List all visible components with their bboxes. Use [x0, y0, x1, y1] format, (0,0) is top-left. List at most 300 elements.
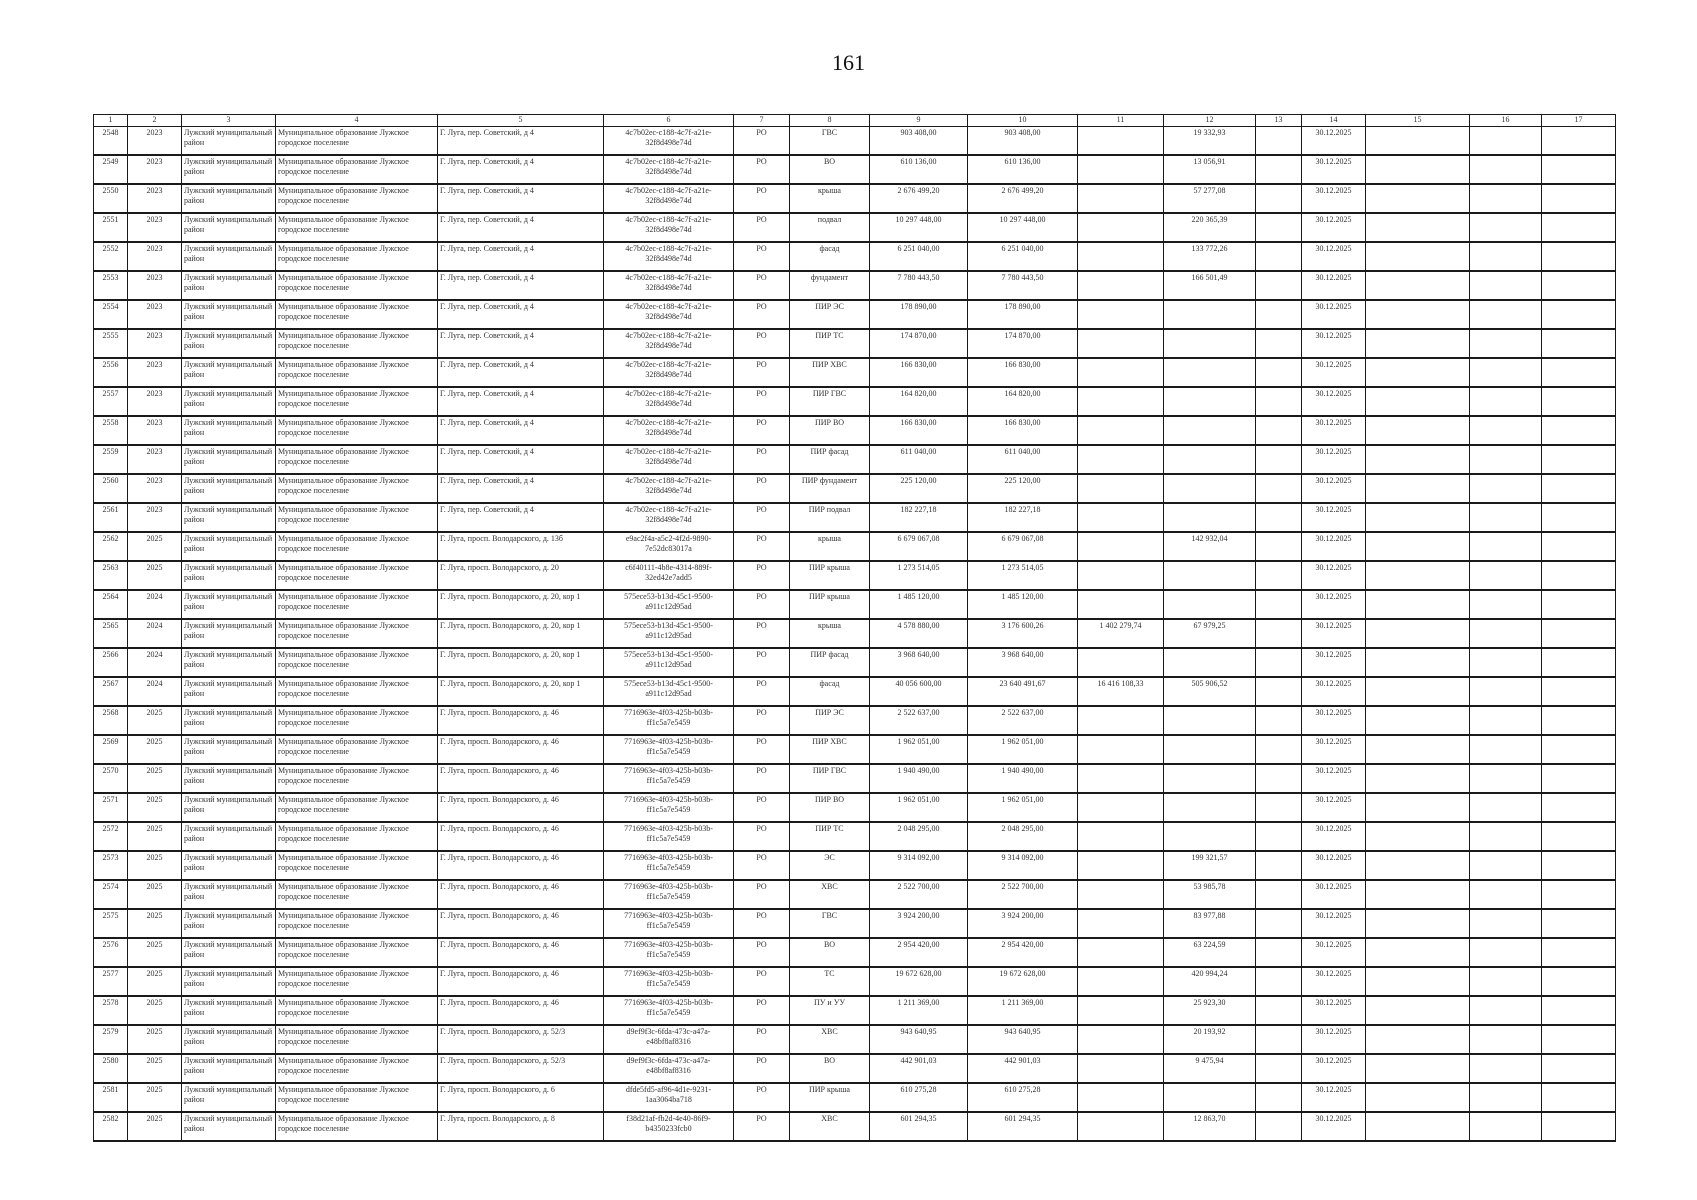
row-number-cell: 2571: [94, 793, 128, 822]
row-number-cell: 2563: [94, 561, 128, 590]
cost-col11-cell: [1078, 184, 1164, 213]
col17-cell: [1542, 1025, 1616, 1054]
guid-cell: 4c7b02ec-c188-4c7f-a21e-32f8d498e74d: [604, 445, 734, 474]
district-cell: Лужский муниципальный район: [182, 271, 276, 300]
col13-cell: [1256, 474, 1302, 503]
district-cell: Лужский муниципальный район: [182, 155, 276, 184]
municipality-cell: Муниципальное образование Лужское городское поселение: [276, 242, 438, 271]
guid-cell: 575ece53-b13d-45c1-9500-a911c12d95ad: [604, 648, 734, 677]
type-cell: РО: [734, 416, 790, 445]
col13-cell: [1256, 329, 1302, 358]
address-cell: Г. Луга, просп. Володарского, д. 8: [438, 1112, 604, 1141]
type-cell: РО: [734, 184, 790, 213]
district-cell: Лужский муниципальный район: [182, 474, 276, 503]
address-cell: Г. Луга, пер. Советский, д 4: [438, 127, 604, 156]
col16-cell: [1470, 271, 1542, 300]
municipality-cell: Муниципальное образование Лужское городское поселение: [276, 996, 438, 1025]
date-cell: 30.12.2025: [1302, 532, 1366, 561]
work-type-cell: ПИР фасад: [790, 648, 870, 677]
col13-cell: [1256, 1054, 1302, 1083]
total-cost-cell: 610 275,28: [870, 1083, 968, 1112]
col16-cell: [1470, 387, 1542, 416]
col16-cell: [1470, 619, 1542, 648]
cost-col10-cell: 182 227,18: [968, 503, 1078, 532]
guid-cell: 7716963e-4f03-425b-b03b-ff1c5a7e5459: [604, 909, 734, 938]
type-cell: РО: [734, 387, 790, 416]
district-cell: Лужский муниципальный район: [182, 503, 276, 532]
cost-col12-cell: 505 906,52: [1164, 677, 1256, 706]
guid-cell: 7716963e-4f03-425b-b03b-ff1c5a7e5459: [604, 764, 734, 793]
date-cell: 30.12.2025: [1302, 706, 1366, 735]
year-cell: 2025: [128, 561, 182, 590]
address-cell: Г. Луга, просп. Володарского, д. 52/3: [438, 1025, 604, 1054]
col17-cell: [1542, 387, 1616, 416]
type-cell: РО: [734, 851, 790, 880]
cost-col12-cell: 420 994,24: [1164, 967, 1256, 996]
table-row: [94, 300, 1616, 329]
column-header-9: 9: [870, 115, 968, 127]
year-cell: 2023: [128, 503, 182, 532]
date-cell: 30.12.2025: [1302, 155, 1366, 184]
col13-cell: [1256, 648, 1302, 677]
row-number-cell: 2562: [94, 532, 128, 561]
date-cell: 30.12.2025: [1302, 329, 1366, 358]
table-row: [94, 677, 1616, 706]
cost-col12-cell: [1164, 300, 1256, 329]
date-cell: 30.12.2025: [1302, 677, 1366, 706]
table-row: [94, 242, 1616, 271]
address-cell: Г. Луга, просп. Володарского, д. 46: [438, 880, 604, 909]
col16-cell: [1470, 532, 1542, 561]
total-cost-cell: 164 820,00: [870, 387, 968, 416]
column-header-1: 1: [94, 115, 128, 127]
district-cell: Лужский муниципальный район: [182, 445, 276, 474]
cost-col12-cell: [1164, 590, 1256, 619]
col17-cell: [1542, 996, 1616, 1025]
year-cell: 2023: [128, 358, 182, 387]
guid-cell: 7716963e-4f03-425b-b03b-ff1c5a7e5459: [604, 793, 734, 822]
address-cell: Г. Луга, пер. Советский, д 4: [438, 503, 604, 532]
municipality-cell: Муниципальное образование Лужское городское поселение: [276, 532, 438, 561]
date-cell: 30.12.2025: [1302, 127, 1366, 156]
year-cell: 2023: [128, 213, 182, 242]
cost-col11-cell: [1078, 213, 1164, 242]
work-type-cell: ПИР ВО: [790, 793, 870, 822]
address-cell: Г. Луга, пер. Советский, д 4: [438, 416, 604, 445]
municipality-cell: Муниципальное образование Лужское городское поселение: [276, 155, 438, 184]
col13-cell: [1256, 793, 1302, 822]
cost-col11-cell: [1078, 967, 1164, 996]
col16-cell: [1470, 561, 1542, 590]
total-cost-cell: 610 136,00: [870, 155, 968, 184]
work-type-cell: ГВС: [790, 909, 870, 938]
col15-cell: [1366, 735, 1470, 764]
row-number-cell: 2582: [94, 1112, 128, 1141]
col13-cell: [1256, 271, 1302, 300]
year-cell: 2025: [128, 1025, 182, 1054]
address-cell: Г. Луга, просп. Володарского, д. 20, кор 1: [438, 590, 604, 619]
col15-cell: [1366, 242, 1470, 271]
guid-cell: 4c7b02ec-c188-4c7f-a21e-32f8d498e74d: [604, 242, 734, 271]
header-row: [94, 115, 1616, 127]
col17-cell: [1542, 561, 1616, 590]
date-cell: 30.12.2025: [1302, 474, 1366, 503]
guid-cell: 7716963e-4f03-425b-b03b-ff1c5a7e5459: [604, 967, 734, 996]
row-number-cell: 2551: [94, 213, 128, 242]
guid-cell: 575ece53-b13d-45c1-9500-a911c12d95ad: [604, 677, 734, 706]
column-header-15: 15: [1366, 115, 1470, 127]
date-cell: 30.12.2025: [1302, 1054, 1366, 1083]
cost-col11-cell: [1078, 387, 1164, 416]
type-cell: РО: [734, 532, 790, 561]
year-cell: 2025: [128, 706, 182, 735]
municipality-cell: Муниципальное образование Лужское городское поселение: [276, 1112, 438, 1141]
year-cell: 2025: [128, 735, 182, 764]
cost-col12-cell: 19 332,93: [1164, 127, 1256, 156]
type-cell: РО: [734, 561, 790, 590]
guid-cell: 4c7b02ec-c188-4c7f-a21e-32f8d498e74d: [604, 329, 734, 358]
col16-cell: [1470, 300, 1542, 329]
cost-col10-cell: 6 679 067,08: [968, 532, 1078, 561]
col13-cell: [1256, 677, 1302, 706]
col17-cell: [1542, 1054, 1616, 1083]
municipality-cell: Муниципальное образование Лужское городское поселение: [276, 503, 438, 532]
address-cell: Г. Луга, просп. Володарского, д. 20, кор 1: [438, 619, 604, 648]
total-cost-cell: 166 830,00: [870, 416, 968, 445]
col13-cell: [1256, 300, 1302, 329]
cost-col11-cell: [1078, 300, 1164, 329]
cost-col11-cell: [1078, 532, 1164, 561]
col13-cell: [1256, 242, 1302, 271]
municipality-cell: Муниципальное образование Лужское городское поселение: [276, 677, 438, 706]
guid-cell: 575ece53-b13d-45c1-9500-a911c12d95ad: [604, 590, 734, 619]
col13-cell: [1256, 822, 1302, 851]
type-cell: РО: [734, 909, 790, 938]
cost-col10-cell: 1 962 051,00: [968, 793, 1078, 822]
address-cell: Г. Луга, просп. Володарского, д. 6: [438, 1083, 604, 1112]
cost-col10-cell: 943 640,95: [968, 1025, 1078, 1054]
date-cell: 30.12.2025: [1302, 358, 1366, 387]
year-cell: 2023: [128, 387, 182, 416]
table-row: [94, 532, 1616, 561]
date-cell: 30.12.2025: [1302, 822, 1366, 851]
type-cell: РО: [734, 967, 790, 996]
table-header: [94, 115, 1616, 127]
cost-col10-cell: 2 522 637,00: [968, 706, 1078, 735]
cost-col10-cell: 3 176 600,26: [968, 619, 1078, 648]
col17-cell: [1542, 213, 1616, 242]
col15-cell: [1366, 300, 1470, 329]
cost-col12-cell: 53 985,78: [1164, 880, 1256, 909]
table-row: [94, 735, 1616, 764]
guid-cell: 7716963e-4f03-425b-b03b-ff1c5a7e5459: [604, 822, 734, 851]
type-cell: РО: [734, 793, 790, 822]
municipality-cell: Муниципальное образование Лужское городское поселение: [276, 1054, 438, 1083]
date-cell: 30.12.2025: [1302, 996, 1366, 1025]
address-cell: Г. Луга, пер. Советский, д 4: [438, 387, 604, 416]
total-cost-cell: 6 251 040,00: [870, 242, 968, 271]
date-cell: 30.12.2025: [1302, 619, 1366, 648]
row-number-cell: 2581: [94, 1083, 128, 1112]
col17-cell: [1542, 909, 1616, 938]
col17-cell: [1542, 184, 1616, 213]
col16-cell: [1470, 155, 1542, 184]
col13-cell: [1256, 532, 1302, 561]
district-cell: Лужский муниципальный район: [182, 619, 276, 648]
work-type-cell: ПИР ХВС: [790, 735, 870, 764]
col15-cell: [1366, 648, 1470, 677]
year-cell: 2025: [128, 532, 182, 561]
guid-cell: 4c7b02ec-c188-4c7f-a21e-32f8d498e74d: [604, 474, 734, 503]
col16-cell: [1470, 329, 1542, 358]
date-cell: 30.12.2025: [1302, 648, 1366, 677]
cost-col11-cell: [1078, 735, 1164, 764]
table-row: [94, 1025, 1616, 1054]
cost-col11-cell: 16 416 108,33: [1078, 677, 1164, 706]
table-row: [94, 503, 1616, 532]
district-cell: Лужский муниципальный район: [182, 329, 276, 358]
type-cell: РО: [734, 590, 790, 619]
date-cell: 30.12.2025: [1302, 416, 1366, 445]
municipality-cell: Муниципальное образование Лужское городское поселение: [276, 184, 438, 213]
cost-col12-cell: 25 923,30: [1164, 996, 1256, 1025]
col13-cell: [1256, 764, 1302, 793]
address-cell: Г. Луга, пер. Советский, д 4: [438, 155, 604, 184]
col13-cell: [1256, 1083, 1302, 1112]
district-cell: Лужский муниципальный район: [182, 300, 276, 329]
district-cell: Лужский муниципальный район: [182, 880, 276, 909]
col15-cell: [1366, 967, 1470, 996]
district-cell: Лужский муниципальный район: [182, 648, 276, 677]
guid-cell: 4c7b02ec-c188-4c7f-a21e-32f8d498e74d: [604, 213, 734, 242]
table-row: [94, 213, 1616, 242]
district-cell: Лужский муниципальный район: [182, 1083, 276, 1112]
cost-col12-cell: 220 365,39: [1164, 213, 1256, 242]
row-number-cell: 2578: [94, 996, 128, 1025]
col16-cell: [1470, 764, 1542, 793]
cost-col11-cell: [1078, 358, 1164, 387]
cost-col10-cell: 164 820,00: [968, 387, 1078, 416]
guid-cell: 7716963e-4f03-425b-b03b-ff1c5a7e5459: [604, 938, 734, 967]
col16-cell: [1470, 1112, 1542, 1141]
district-cell: Лужский муниципальный район: [182, 127, 276, 156]
column-header-3: 3: [182, 115, 276, 127]
year-cell: 2025: [128, 967, 182, 996]
col13-cell: [1256, 184, 1302, 213]
guid-cell: 7716963e-4f03-425b-b03b-ff1c5a7e5459: [604, 851, 734, 880]
work-type-cell: ПИР подвал: [790, 503, 870, 532]
cost-col10-cell: 2 676 499,20: [968, 184, 1078, 213]
col13-cell: [1256, 706, 1302, 735]
total-cost-cell: 1 273 514,05: [870, 561, 968, 590]
work-type-cell: ЭС: [790, 851, 870, 880]
col16-cell: [1470, 677, 1542, 706]
cost-col11-cell: [1078, 329, 1164, 358]
type-cell: РО: [734, 764, 790, 793]
address-cell: Г. Луга, просп. Володарского, д. 46: [438, 764, 604, 793]
cost-col11-cell: [1078, 590, 1164, 619]
address-cell: Г. Луга, пер. Советский, д 4: [438, 474, 604, 503]
col16-cell: [1470, 127, 1542, 156]
cost-col10-cell: 3 968 640,00: [968, 648, 1078, 677]
municipality-cell: Муниципальное образование Лужское городское поселение: [276, 358, 438, 387]
total-cost-cell: 601 294,35: [870, 1112, 968, 1141]
table-row: [94, 793, 1616, 822]
type-cell: РО: [734, 996, 790, 1025]
guid-cell: 575ece53-b13d-45c1-9500-a911c12d95ad: [604, 619, 734, 648]
cost-col10-cell: 1 940 490,00: [968, 764, 1078, 793]
type-cell: РО: [734, 1025, 790, 1054]
col16-cell: [1470, 590, 1542, 619]
col13-cell: [1256, 909, 1302, 938]
cost-col11-cell: [1078, 851, 1164, 880]
col17-cell: [1542, 793, 1616, 822]
date-cell: 30.12.2025: [1302, 938, 1366, 967]
col16-cell: [1470, 416, 1542, 445]
total-cost-cell: 178 890,00: [870, 300, 968, 329]
col15-cell: [1366, 938, 1470, 967]
work-type-cell: крыша: [790, 619, 870, 648]
col17-cell: [1542, 503, 1616, 532]
district-cell: Лужский муниципальный район: [182, 909, 276, 938]
cost-col10-cell: 1 211 369,00: [968, 996, 1078, 1025]
cost-col11-cell: [1078, 1083, 1164, 1112]
work-type-cell: фасад: [790, 677, 870, 706]
col13-cell: [1256, 735, 1302, 764]
total-cost-cell: 174 870,00: [870, 329, 968, 358]
year-cell: 2023: [128, 445, 182, 474]
total-cost-cell: 2 954 420,00: [870, 938, 968, 967]
col16-cell: [1470, 1025, 1542, 1054]
guid-cell: 4c7b02ec-c188-4c7f-a21e-32f8d498e74d: [604, 184, 734, 213]
row-number-cell: 2569: [94, 735, 128, 764]
cost-col12-cell: [1164, 503, 1256, 532]
cost-col12-cell: 9 475,94: [1164, 1054, 1256, 1083]
cost-col10-cell: 9 314 092,00: [968, 851, 1078, 880]
cost-col10-cell: 19 672 628,00: [968, 967, 1078, 996]
table-row: [94, 967, 1616, 996]
work-type-cell: ГВС: [790, 127, 870, 156]
total-cost-cell: 225 120,00: [870, 474, 968, 503]
col16-cell: [1470, 793, 1542, 822]
cost-col11-cell: [1078, 503, 1164, 532]
guid-cell: 4c7b02ec-c188-4c7f-a21e-32f8d498e74d: [604, 503, 734, 532]
district-cell: Лужский муниципальный район: [182, 938, 276, 967]
col16-cell: [1470, 358, 1542, 387]
year-cell: 2023: [128, 416, 182, 445]
table-row: [94, 619, 1616, 648]
column-header-10: 10: [968, 115, 1078, 127]
col17-cell: [1542, 706, 1616, 735]
col17-cell: [1542, 358, 1616, 387]
row-number-cell: 2565: [94, 619, 128, 648]
total-cost-cell: 1 211 369,00: [870, 996, 968, 1025]
district-cell: Лужский муниципальный район: [182, 213, 276, 242]
cost-col10-cell: 3 924 200,00: [968, 909, 1078, 938]
table-row: [94, 329, 1616, 358]
guid-cell: 4c7b02ec-c188-4c7f-a21e-32f8d498e74d: [604, 387, 734, 416]
municipality-cell: Муниципальное образование Лужское городское поселение: [276, 1083, 438, 1112]
cost-col12-cell: 199 321,57: [1164, 851, 1256, 880]
col15-cell: [1366, 184, 1470, 213]
col13-cell: [1256, 358, 1302, 387]
col17-cell: [1542, 127, 1616, 156]
col16-cell: [1470, 735, 1542, 764]
row-number-cell: 2572: [94, 822, 128, 851]
table-row: [94, 271, 1616, 300]
year-cell: 2025: [128, 909, 182, 938]
guid-cell: 4c7b02ec-c188-4c7f-a21e-32f8d498e74d: [604, 416, 734, 445]
date-cell: 30.12.2025: [1302, 764, 1366, 793]
municipality-cell: Муниципальное образование Лужское городское поселение: [276, 648, 438, 677]
row-number-cell: 2566: [94, 648, 128, 677]
row-number-cell: 2567: [94, 677, 128, 706]
col15-cell: [1366, 155, 1470, 184]
row-number-cell: 2554: [94, 300, 128, 329]
municipality-cell: Муниципальное образование Лужское городское поселение: [276, 329, 438, 358]
guid-cell: 4c7b02ec-c188-4c7f-a21e-32f8d498e74d: [604, 300, 734, 329]
col17-cell: [1542, 880, 1616, 909]
row-number-cell: 2548: [94, 127, 128, 156]
district-cell: Лужский муниципальный район: [182, 1025, 276, 1054]
col15-cell: [1366, 822, 1470, 851]
cost-col12-cell: 133 772,26: [1164, 242, 1256, 271]
col15-cell: [1366, 416, 1470, 445]
address-cell: Г. Луга, просп. Володарского, д. 46: [438, 938, 604, 967]
type-cell: РО: [734, 1112, 790, 1141]
cost-col12-cell: [1164, 445, 1256, 474]
municipality-cell: Муниципальное образование Лужское городское поселение: [276, 909, 438, 938]
year-cell: 2025: [128, 793, 182, 822]
guid-cell: 4c7b02ec-c188-4c7f-a21e-32f8d498e74d: [604, 155, 734, 184]
address-cell: Г. Луга, пер. Советский, д 4: [438, 184, 604, 213]
municipality-cell: Муниципальное образование Лужское городское поселение: [276, 416, 438, 445]
row-number-cell: 2557: [94, 387, 128, 416]
district-cell: Лужский муниципальный район: [182, 677, 276, 706]
cost-col10-cell: 225 120,00: [968, 474, 1078, 503]
total-cost-cell: 40 056 600,00: [870, 677, 968, 706]
type-cell: РО: [734, 445, 790, 474]
cost-col10-cell: 23 640 491,67: [968, 677, 1078, 706]
cost-col11-cell: [1078, 996, 1164, 1025]
col15-cell: [1366, 1112, 1470, 1141]
register-table: [93, 114, 1616, 1142]
type-cell: РО: [734, 1083, 790, 1112]
col17-cell: [1542, 1083, 1616, 1112]
col13-cell: [1256, 967, 1302, 996]
row-number-cell: 2558: [94, 416, 128, 445]
cost-col12-cell: [1164, 329, 1256, 358]
date-cell: 30.12.2025: [1302, 445, 1366, 474]
cost-col10-cell: 610 275,28: [968, 1083, 1078, 1112]
address-cell: Г. Луга, пер. Советский, д 4: [438, 329, 604, 358]
total-cost-cell: 2 676 499,20: [870, 184, 968, 213]
col13-cell: [1256, 561, 1302, 590]
col15-cell: [1366, 590, 1470, 619]
cost-col12-cell: 83 977,88: [1164, 909, 1256, 938]
guid-cell: d9ef9f3c-6fda-473c-a47a-e48bf8af8316: [604, 1025, 734, 1054]
col16-cell: [1470, 445, 1542, 474]
work-type-cell: ХВС: [790, 880, 870, 909]
table-row: [94, 1112, 1616, 1141]
table-row: [94, 590, 1616, 619]
col15-cell: [1366, 706, 1470, 735]
work-type-cell: ПИР крыша: [790, 590, 870, 619]
district-cell: Лужский муниципальный район: [182, 590, 276, 619]
table-row: [94, 764, 1616, 793]
address-cell: Г. Луга, просп. Володарского, д. 46: [438, 909, 604, 938]
total-cost-cell: 2 522 700,00: [870, 880, 968, 909]
